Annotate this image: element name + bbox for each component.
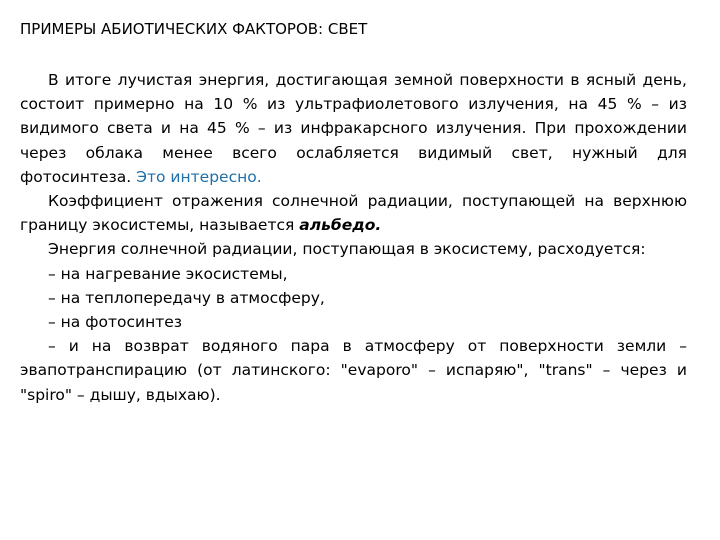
- paragraph-energy-use: Энергия солнечной радиации, поступающая в экосистему, расходуется:: [48, 240, 646, 259]
- list-item-photosynthesis: – на фотосинтез: [48, 313, 183, 332]
- list-item-heating: – на нагревание экосистемы,: [48, 264, 288, 283]
- list-item-heat-transfer: – на теплопередачу в атмосферу,: [48, 288, 325, 307]
- paragraph-radiation-text: В итоге лучистая энергия, достигающая земной поверхности в ясный день, состоит примерно на 10 % из ультрафиолетового излучения, на 45 % – из видимого света и на 45 % – из инфракарсного излучения. При прохождении через облака менее всего ослабляется видимый свет, нужный для фотосинтеза.: [20, 71, 687, 186]
- paragraph-albedo: [20, 189, 687, 237]
- paragraph-radiation-composition: [20, 68, 687, 189]
- slide-title: ПРИМЕРЫ АБИОТИЧЕСКИХ ФАКТОРОВ: СВЕТ: [20, 20, 368, 38]
- interesting-link[interactable]: Это интересно.: [136, 167, 262, 186]
- slide-body: [20, 68, 687, 407]
- albedo-term: альбедо.: [299, 216, 382, 235]
- list-item-evapotranspiration: – и на возврат водяного пара в атмосферу от поверхности земли – эвапотранспирацию (от латинского: "evaporo" – испаряю", "trans" – через и "spiro" – дышу, вдыхаю).: [20, 337, 687, 404]
- paragraph-albedo-text: Коэффициент отражения солнечной радиации, поступающей на верхнюю границу экосистемы, называется: [20, 192, 687, 235]
